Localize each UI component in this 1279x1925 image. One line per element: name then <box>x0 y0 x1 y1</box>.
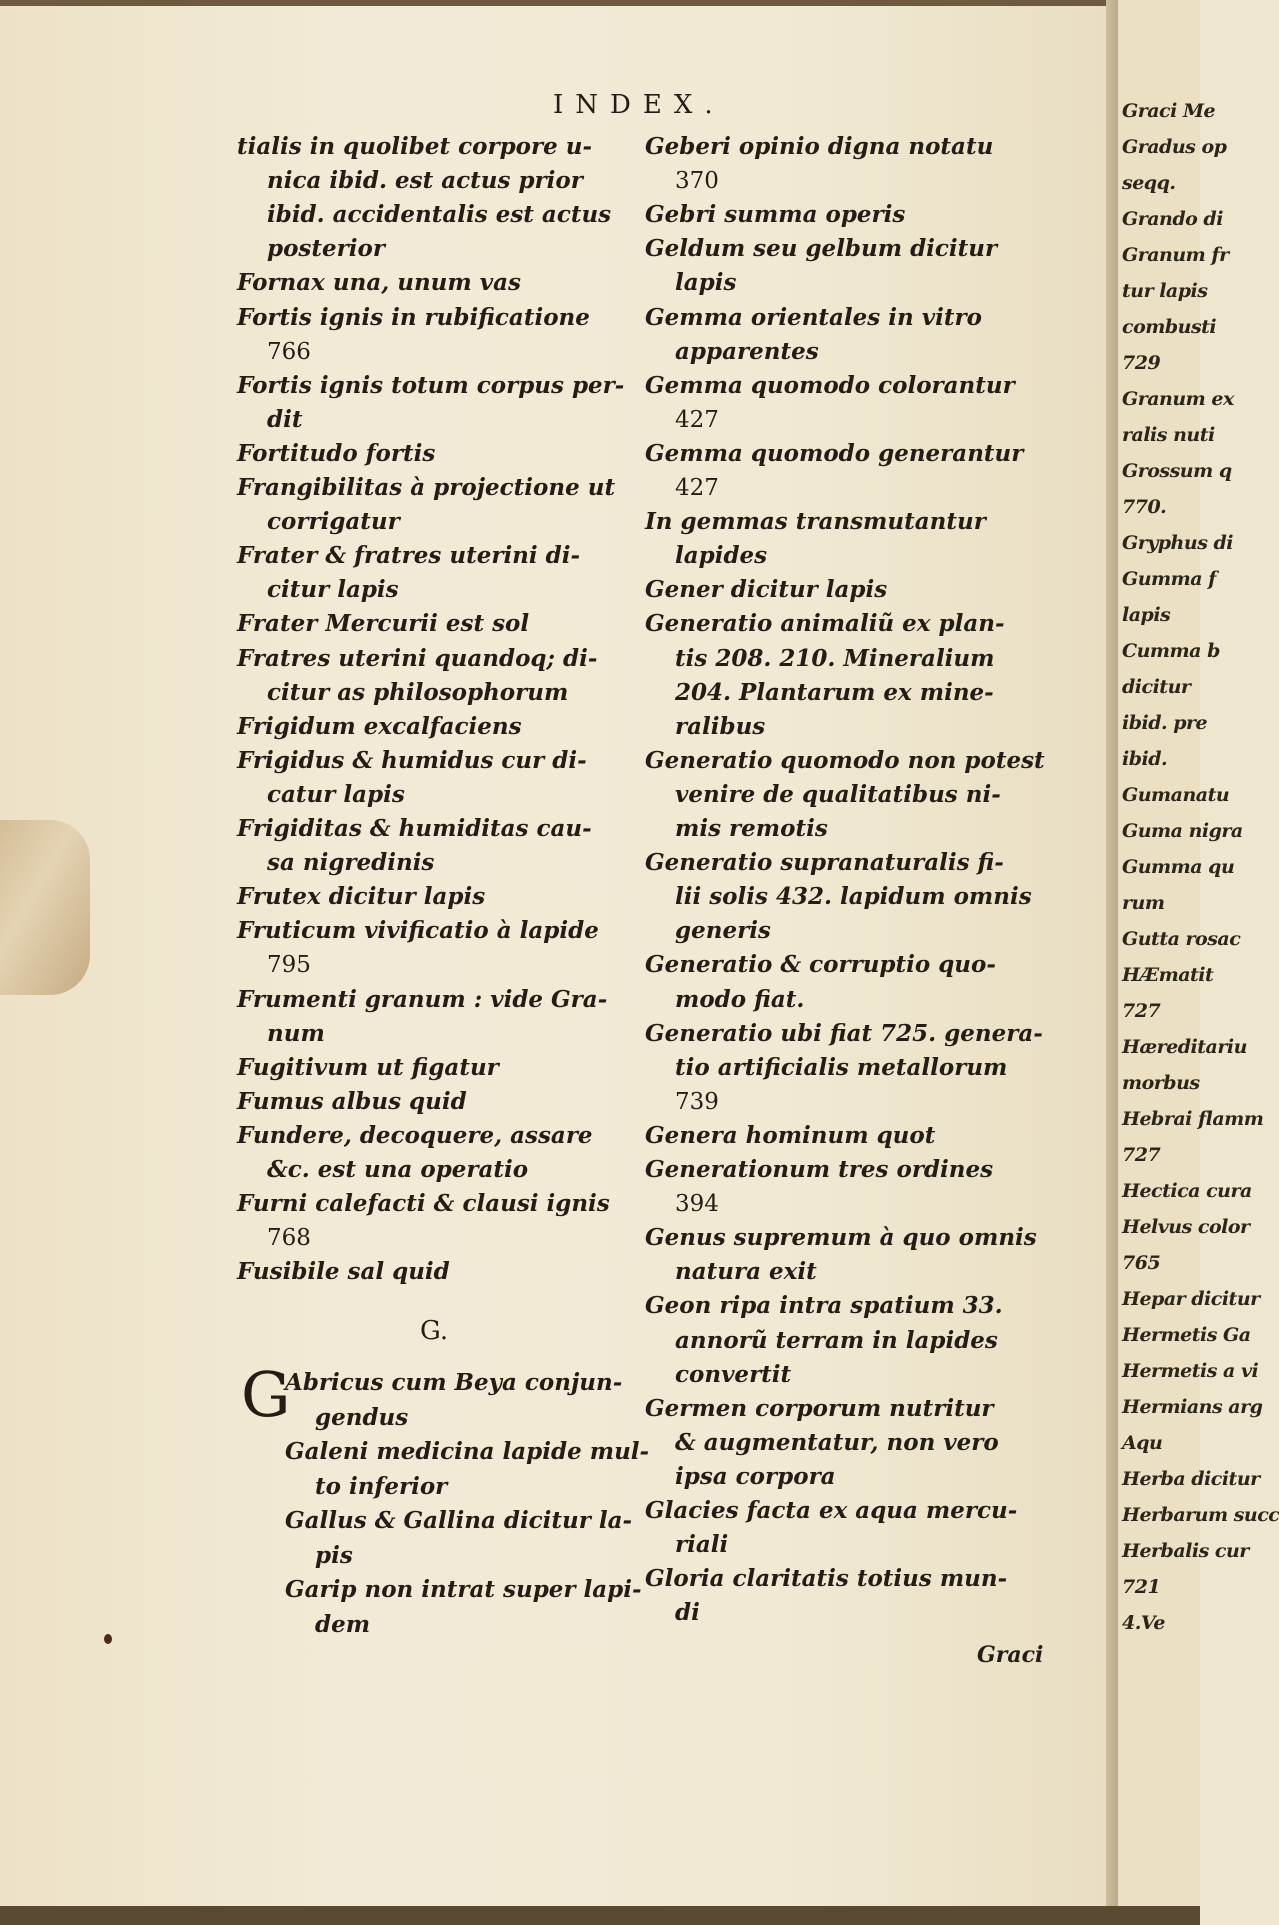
adjacent-page-line: Graci Me <box>1122 100 1216 122</box>
index-entry: Fruticum vivificatio à lapide <box>237 917 599 945</box>
index-entry: num <box>267 1019 325 1047</box>
adjacent-page-line: Grossum q <box>1122 460 1232 482</box>
index-entry: Fumus albus quid <box>237 1087 467 1115</box>
index-entry: Abricus cum Beya conjun- <box>285 1369 623 1396</box>
index-entry: riali <box>675 1531 729 1559</box>
index-entry: 766 <box>267 338 311 365</box>
index-entry: Frigidum excalfaciens <box>237 712 522 740</box>
index-entry: dit <box>267 405 303 433</box>
index-entry: Generatio quomodo non potest <box>645 746 1045 774</box>
index-entry: modo fiat. <box>675 985 805 1013</box>
adjacent-page-line: Herbarum succ <box>1122 1504 1279 1526</box>
index-entry: Genera hominum quot <box>645 1121 936 1149</box>
index-entry: generis <box>675 917 771 945</box>
adjacent-page-line: 729 <box>1122 352 1161 374</box>
drop-capital: G <box>241 1358 291 1431</box>
index-entry: 768 <box>267 1225 311 1252</box>
adjacent-page-line: dicitur <box>1122 676 1191 698</box>
index-entry: Gemma quomodo colorantur <box>645 371 1015 399</box>
adjacent-page-line: seqq. <box>1122 172 1176 194</box>
adjacent-page-line: Helvus color <box>1122 1216 1250 1238</box>
adjacent-page-line: Cumma b <box>1122 640 1220 662</box>
adjacent-page <box>1118 0 1279 1925</box>
adjacent-page-line: Gryphus di <box>1122 532 1234 554</box>
adjacent-page-line: Hermetis Ga <box>1122 1324 1251 1346</box>
index-entry: mis remotis <box>675 815 828 842</box>
index-entry: Fundere, decoquere, assare <box>237 1121 593 1149</box>
index-entry: Frutex dicitur lapis <box>237 883 486 911</box>
index-entry: Fortis ignis in rubificatione <box>237 303 590 331</box>
index-entry: Frater & fratres uterini di- <box>237 542 581 570</box>
adjacent-page-line: Grando di <box>1122 208 1223 230</box>
index-entry: Gener dicitur lapis <box>645 576 888 604</box>
adjacent-page-line: Hermians arg <box>1122 1396 1263 1418</box>
index-entry: nica ibid. est actus prior <box>267 167 583 195</box>
page-header: INDEX. <box>553 90 725 120</box>
adjacent-page-line: Granum ex <box>1122 388 1234 410</box>
adjacent-page-line: Gradus op <box>1122 136 1227 158</box>
index-entry: 739 <box>675 1088 719 1115</box>
index-entry: lii solis 432. lapidum omnis <box>675 883 1032 911</box>
adjacent-page-line: Aqu <box>1122 1432 1163 1454</box>
adjacent-page-line: Gumma qu <box>1122 856 1235 878</box>
adjacent-page-line: Herbalis cur <box>1122 1540 1249 1562</box>
index-entry: Frigiditas & humiditas cau- <box>237 815 592 842</box>
index-entry: Geon ripa intra spatium 33. <box>645 1292 1003 1320</box>
adjacent-page-line: Herba dicitur <box>1122 1468 1260 1490</box>
adjacent-page-line: Hectica cura <box>1122 1180 1252 1202</box>
index-entry: 370 <box>675 168 719 195</box>
ink-blot <box>104 1634 112 1644</box>
index-entry: Generatio ubi fiat 725. genera- <box>645 1019 1043 1047</box>
adjacent-page-line: 727 <box>1122 1000 1161 1022</box>
index-entry: natura exit <box>675 1258 817 1286</box>
index-entry: Fugitivum ut figatur <box>237 1053 499 1081</box>
index-entry: ralibus <box>675 712 766 740</box>
index-entry: Generationum tres ordines <box>645 1156 994 1183</box>
index-entry: to inferior <box>315 1472 448 1500</box>
index-entry: Fortitudo fortis <box>237 439 436 467</box>
adjacent-page-line: Hermetis a vi <box>1122 1360 1259 1382</box>
index-entry: Geldum seu gelbum dicitur <box>645 235 998 263</box>
adjacent-page-line: combusti <box>1122 316 1217 338</box>
adjacent-page-line: 765 <box>1122 1252 1161 1274</box>
index-entry: corrigatur <box>267 508 400 536</box>
index-entry: Geberi opinio digna notatu <box>645 133 994 160</box>
index-entry: Frigidus & humidus cur di- <box>237 746 587 774</box>
index-entry: 427 <box>675 406 719 433</box>
index-entry: Galeni medicina lapide mul- <box>285 1438 650 1465</box>
index-entry: pis <box>315 1541 353 1569</box>
index-entry: dem <box>315 1610 371 1638</box>
index-entry: 204. Plantarum ex mine- <box>675 678 994 706</box>
index-entry: Gemma orientales in vitro <box>645 303 982 331</box>
index-entry: Glacies facta ex aqua mercu- <box>645 1497 1018 1524</box>
index-entry: convertit <box>675 1360 792 1388</box>
index-entry: 427 <box>675 475 719 501</box>
index-entry: lapis <box>675 269 737 297</box>
index-entry: sa nigredinis <box>267 849 435 877</box>
adjacent-page-line: rum <box>1122 892 1165 914</box>
index-entry: Gallus & Gallina dicitur la- <box>285 1507 633 1534</box>
index-entry: venire de qualitatibus ni- <box>675 780 1001 808</box>
index-entry: Fornax una, unum vas <box>237 269 521 297</box>
catchword: Graci <box>977 1642 1044 1668</box>
index-entry: Generatio animaliũ ex plan- <box>645 610 1005 638</box>
adjacent-page-line: 4.Ve <box>1122 1612 1165 1634</box>
index-entry: 795 <box>267 952 311 979</box>
index-entry: Fusibile sal quid <box>237 1258 450 1286</box>
index-entry: Germen corporum nutritur <box>645 1394 994 1422</box>
index-entry: tialis in quolibet corpore u- <box>237 133 593 160</box>
paper-tab <box>0 820 90 995</box>
index-entry: ipsa corpora <box>675 1462 836 1490</box>
index-entry: & augmentatur, non vero <box>675 1428 999 1456</box>
index-entry: Fortis ignis totum corpus per- <box>237 371 625 399</box>
index-entry: Furni calefacti & clausi ignis <box>237 1190 610 1218</box>
page-top-edge <box>0 0 1200 6</box>
index-entry: &c. est una operatio <box>267 1156 529 1183</box>
index-entry: Genus supremum à quo omnis <box>645 1224 1037 1252</box>
index-entry: Frangibilitas à projectione ut <box>237 474 616 501</box>
index-entry: Gemma quomodo generantur <box>645 439 1024 467</box>
adjacent-page-line: lapis <box>1122 604 1171 626</box>
adjacent-page-line: Gumanatu <box>1122 784 1230 806</box>
page-bottom-edge <box>0 1906 1200 1925</box>
adjacent-page-line: Hebrai flamm <box>1122 1108 1264 1130</box>
index-entry: 394 <box>675 1191 719 1218</box>
index-entry: gendus <box>315 1403 409 1431</box>
adjacent-page-line: Gumma f <box>1122 568 1216 590</box>
index-entry: Fratres uterini quandoq; di- <box>237 644 598 672</box>
adjacent-page-line: HÆmatit <box>1122 964 1214 986</box>
index-entry: ibid. accidentalis est actus <box>267 201 612 229</box>
index-entry: Generatio & corruptio quo- <box>645 951 996 979</box>
adjacent-page-line: 727 <box>1122 1144 1161 1166</box>
index-entry: apparentes <box>675 337 819 365</box>
index-entry: tio artificialis metallorum <box>675 1053 1008 1081</box>
index-entry: Frumenti granum : vide Gra- <box>237 985 608 1013</box>
adjacent-page-line: tur lapis <box>1122 280 1208 302</box>
index-entry: lapides <box>675 542 768 570</box>
index-entry: Gloria claritatis totius mun- <box>645 1565 1008 1593</box>
adjacent-page-line: ibid. pre <box>1122 712 1208 734</box>
adjacent-page-line: morbus <box>1122 1072 1200 1094</box>
index-entry: catur lapis <box>267 780 405 808</box>
adjacent-page-line: Hæreditariu <box>1122 1036 1247 1058</box>
adjacent-page-line: Gutta rosac <box>1122 928 1241 950</box>
index-entry: Generatio supranaturalis fi- <box>645 849 1004 877</box>
adjacent-page-line: 721 <box>1122 1576 1161 1598</box>
index-entry: annorũ terram in lapides <box>675 1326 998 1354</box>
section-letter: G. <box>420 1316 449 1346</box>
adjacent-page-line: 770. <box>1122 496 1167 518</box>
adjacent-page-line: ibid. <box>1122 748 1168 770</box>
index-entry: di <box>675 1599 700 1627</box>
index-entry: citur as philosophorum <box>267 678 569 706</box>
index-entry: Gebri summa operis <box>645 201 906 229</box>
index-entry: posterior <box>267 235 385 263</box>
adjacent-page-line: Hepar dicitur <box>1122 1288 1260 1310</box>
index-entry: Frater Mercurii est sol <box>237 610 530 638</box>
adjacent-page-line: Granum fr <box>1122 244 1229 266</box>
index-entry: tis 208. 210. Mineralium <box>675 644 995 672</box>
adjacent-page-line: Guma nigra <box>1122 820 1243 842</box>
index-entry: citur lapis <box>267 576 399 604</box>
index-entry: In gemmas transmutantur <box>645 508 986 536</box>
index-entry: Garip non intrat super lapi- <box>285 1576 642 1603</box>
adjacent-page-line: ralis nuti <box>1122 424 1215 446</box>
